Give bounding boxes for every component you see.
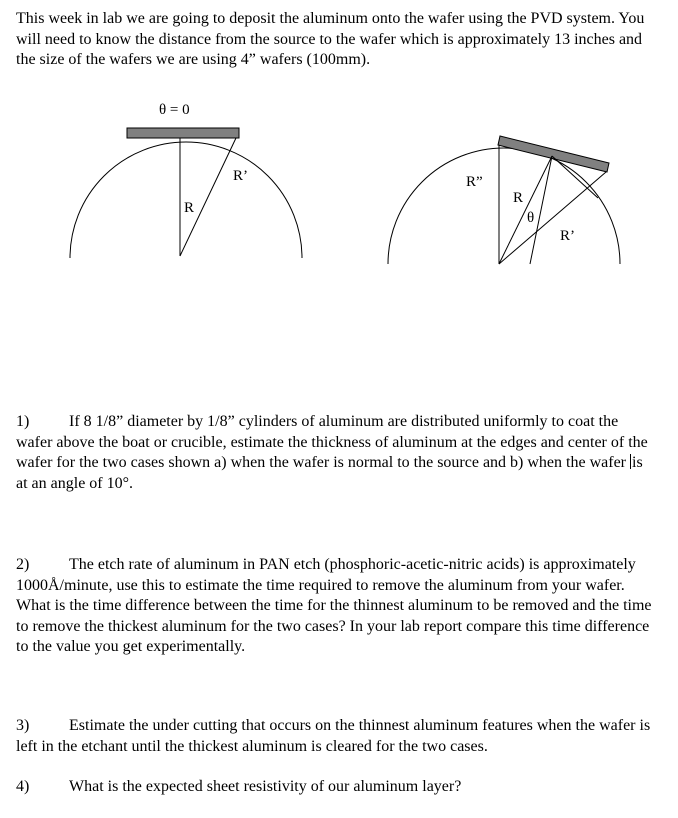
question-text-continued: is at an angle of 10°. — [16, 454, 643, 492]
question-3 — [16, 716, 658, 757]
question-text: Estimate the under cutting that occurs on the thinnest aluminum features when the wafer is left in the etchant until the thickest aluminum is cleared for the two cases. — [16, 717, 651, 755]
radius-line-R-right — [499, 156, 552, 264]
question-number: 4) — [16, 778, 30, 795]
question-text: If 8 1/8” diameter by 1/8” cylinders of aluminum are distributed uniformly to coat the wafer above the boat or crucible, estimate the thickness of aluminum at the edges and center of the wafer for the two cases shown a) when the wafer is normal to the source and b) when the wafer — [16, 413, 648, 471]
label-Rprime-right: R’ — [560, 228, 575, 244]
theta-zero-label: θ = 0 — [159, 102, 190, 118]
radius-line-Rprime-left — [180, 138, 236, 256]
question-1 — [16, 412, 658, 494]
question-number: 3) — [16, 717, 30, 734]
label-Rdouble-right: R” — [466, 174, 483, 190]
wafer-tilted — [498, 136, 609, 172]
question-text: The etch rate of aluminum in PAN etch (phosphoric-acetic-nitric acids) is approximately 1000Å/minute, use this to estimate the time required to remove the aluminum from your wafer. What is the time difference between the time for the thinnest aluminum to be removed and the time to remove the thickest aluminum for the two cases? In your lab report compare this time difference to the value you get experimentally. — [16, 556, 652, 655]
diagram-normal — [70, 102, 302, 258]
question-text: What is the expected sheet resistivity of our aluminum layer? — [69, 778, 462, 795]
label-R-right: R — [513, 190, 524, 206]
line-to-wafer-edge — [499, 172, 606, 264]
label-theta-right: θ — [527, 210, 535, 226]
question-2 — [16, 555, 658, 658]
intro-paragraph: This week in lab we are going to deposit the aluminum onto the wafer using the PVD system. You will need to know the distance from the source to the wafer which is approximately 13 inches and the size of the wafers we are using 4” wafers (100mm). — [16, 10, 645, 68]
text-cursor — [630, 454, 631, 469]
question-number: 2) — [16, 556, 30, 573]
diagram-tilted — [388, 136, 620, 264]
label-R-left: R — [184, 200, 195, 216]
question-4 — [16, 777, 658, 798]
deposition-geometry-figure — [0, 90, 678, 280]
wafer-horizontal — [127, 128, 239, 138]
question-number: 1) — [16, 413, 30, 430]
label-Rprime-left: R’ — [233, 168, 248, 184]
